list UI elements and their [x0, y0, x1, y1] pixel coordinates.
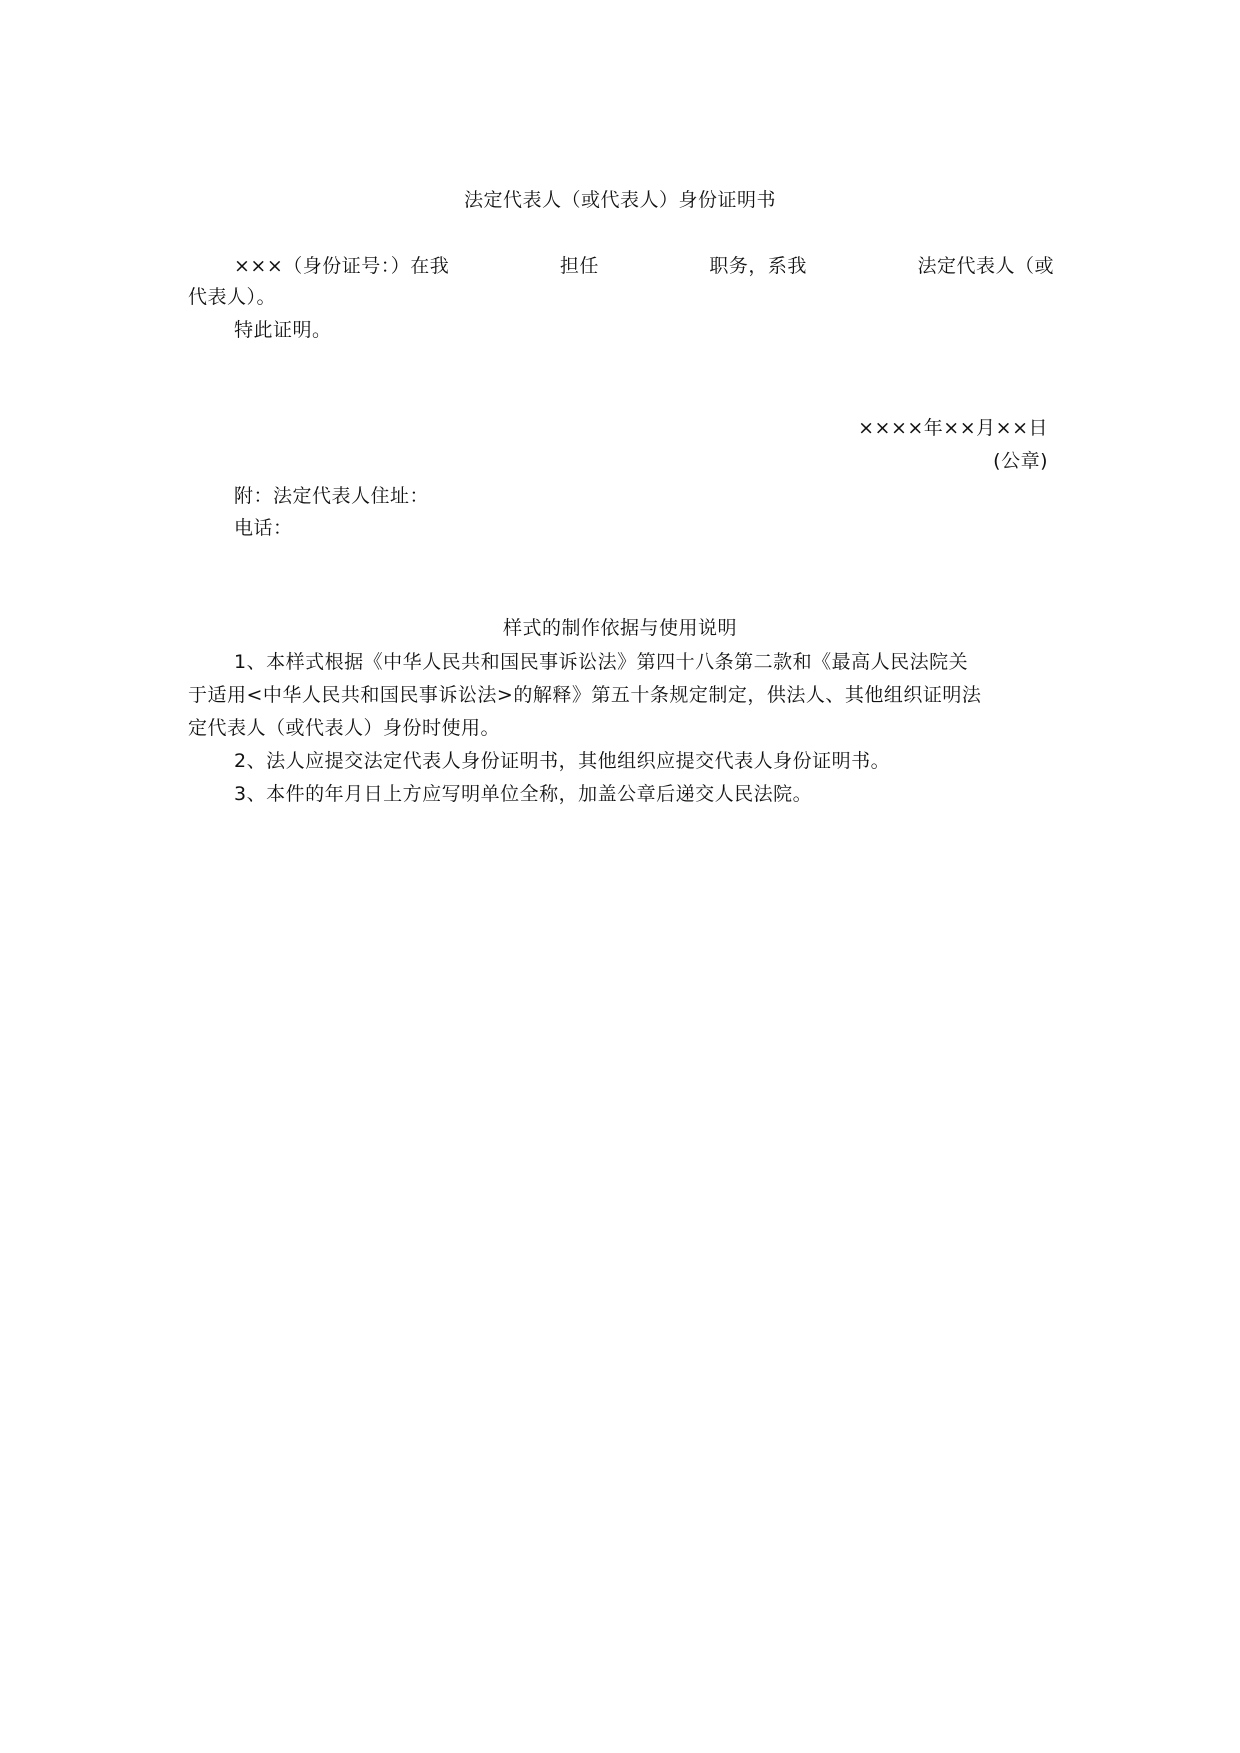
- attachment-address: 附：法定代表人住址：: [234, 485, 430, 507]
- body-paragraph-line2: 代表人）。: [188, 286, 277, 308]
- attachment-phone: 电话：: [234, 517, 293, 539]
- body-segment-duty: 职务，系我: [709, 255, 807, 277]
- body-paragraph-line1: [234, 254, 1054, 278]
- instruction-line: 定代表人（或代表人）身份时使用。: [188, 717, 501, 739]
- seal-label: (公章): [993, 450, 1048, 472]
- document-title: 法定代表人（或代表人）身份证明书: [463, 189, 776, 211]
- instruction-line: 于适用<中华人民共和国民事诉讼法>的解释》第五十条规定制定，供法人、其他组织证明法: [188, 684, 982, 706]
- certify-text: 特此证明。: [234, 319, 332, 341]
- instruction-line: 1、本样式根据《中华人民共和国民事诉讼法》第四十八条第二款和《最高人民法院关: [234, 651, 969, 673]
- body-segment-representative: 法定代表人（或: [917, 255, 1054, 277]
- instruction-line: 2、法人应提交法定代表人身份证明书，其他组织应提交代表人身份证明书。: [234, 750, 891, 772]
- body-segment-position: 担任: [559, 255, 599, 277]
- body-segment-person: ×××（身份证号：）在我: [234, 255, 450, 277]
- instruction-line: 3、本件的年月日上方应写明单位全称，加盖公章后递交人民法院。: [234, 783, 813, 805]
- instructions-title: 样式的制作依据与使用说明: [502, 617, 737, 639]
- date-line: ××××年××月××日: [858, 417, 1048, 439]
